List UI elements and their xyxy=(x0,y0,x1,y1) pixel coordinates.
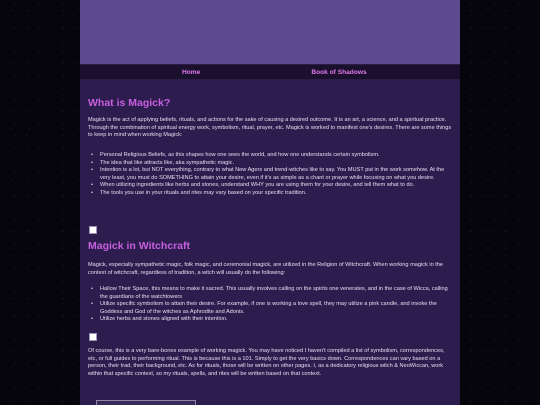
list-item: • Personal Religious Beliefs, as this shapes how one sees the world, and how one understands certain symbolism. xyxy=(88,152,452,160)
section2-closing: Of course, this is a very bare-bones example of working magick. You may have noticed I haven't compiled a list of symbolism, correspondences, etc, or full guides to performing ritual. This is because this is a 101. Simply to get the very basics down. Correspondences can vary based on a person, their trad, their background, etc. As for rituals, those will be written on other pages. I, as a dedicatory religious witch & NeoWiccan, work within that specific context, so my rituals, spells, and rites will be written based on that context. xyxy=(88,348,445,377)
list-item: • The idea that like attracts like, aka sympathetic magic. xyxy=(88,160,452,168)
list-item: • Intention is a lot, but NOT everything, contrary to what New Agers and trend-witches like to say. You MUST put in the work somehow. At the very least, you must do SOMETHING to attain your desire, even if it's as simple as a chant or prayer while focusing on what you desire. xyxy=(88,167,452,182)
nav-book-of-shadows-link[interactable]: Book of Shadows xyxy=(311,68,367,76)
broken-image-icon xyxy=(89,333,97,341)
list-item: • When utilizing ingredients like herbs and stones, understand WHY you are using them for your desire, and tell them what to do. xyxy=(88,182,452,190)
list-item: • Utilize herbs and stones aligned with their intention. xyxy=(88,316,452,324)
broken-image-icon xyxy=(89,226,97,234)
section1-list xyxy=(88,152,452,198)
section2-intro: Magick, especially sympathetic magic, folk magic, and ceremonial magick, are utilized in the Religion of Witchcraft. When working magick in the context of witchcraft, regardless of tradition, a witch will usually do the following: xyxy=(88,262,444,276)
main-content xyxy=(80,80,460,405)
nav-bar xyxy=(80,64,460,80)
section-title-what-is-magick: What is Magick? xyxy=(88,97,171,109)
list-item: • Utilize specific symbolism to attain their desire. For example, if one is working a love spell, they may utilize a pink candle, and invoke the Goddess and God of the witches as Aphrodite and Adonis. xyxy=(88,301,452,316)
list-item: • Hallow Their Space, this means to make it sacred. This usually involves calling on the spirits one venerates, and in the case of Wicca, calling the guardians of the watchtowers xyxy=(88,286,452,301)
section2-list xyxy=(88,286,452,324)
footer-box xyxy=(96,400,196,405)
section1-intro: Magick is the act of applying beliefs, rituals, and actions for the sake of causing a desired outcome. It is an art, a science, and a spiritual practice. Through the combination of spiritual energy work, symbolism, ritual, prayer, etc. Magick is worked to manifest one's desires. There are some things to keep in mind when working Magick: xyxy=(88,117,452,139)
page-container xyxy=(80,0,460,405)
nav-home-link[interactable]: Home xyxy=(182,68,201,76)
header-banner xyxy=(80,0,460,64)
section-title-magick-in-witchcraft: Magick in Witchcraft xyxy=(88,240,191,252)
list-item: • The tools you use in your rituals and rites may vary based on your specific tradition. xyxy=(88,190,452,198)
